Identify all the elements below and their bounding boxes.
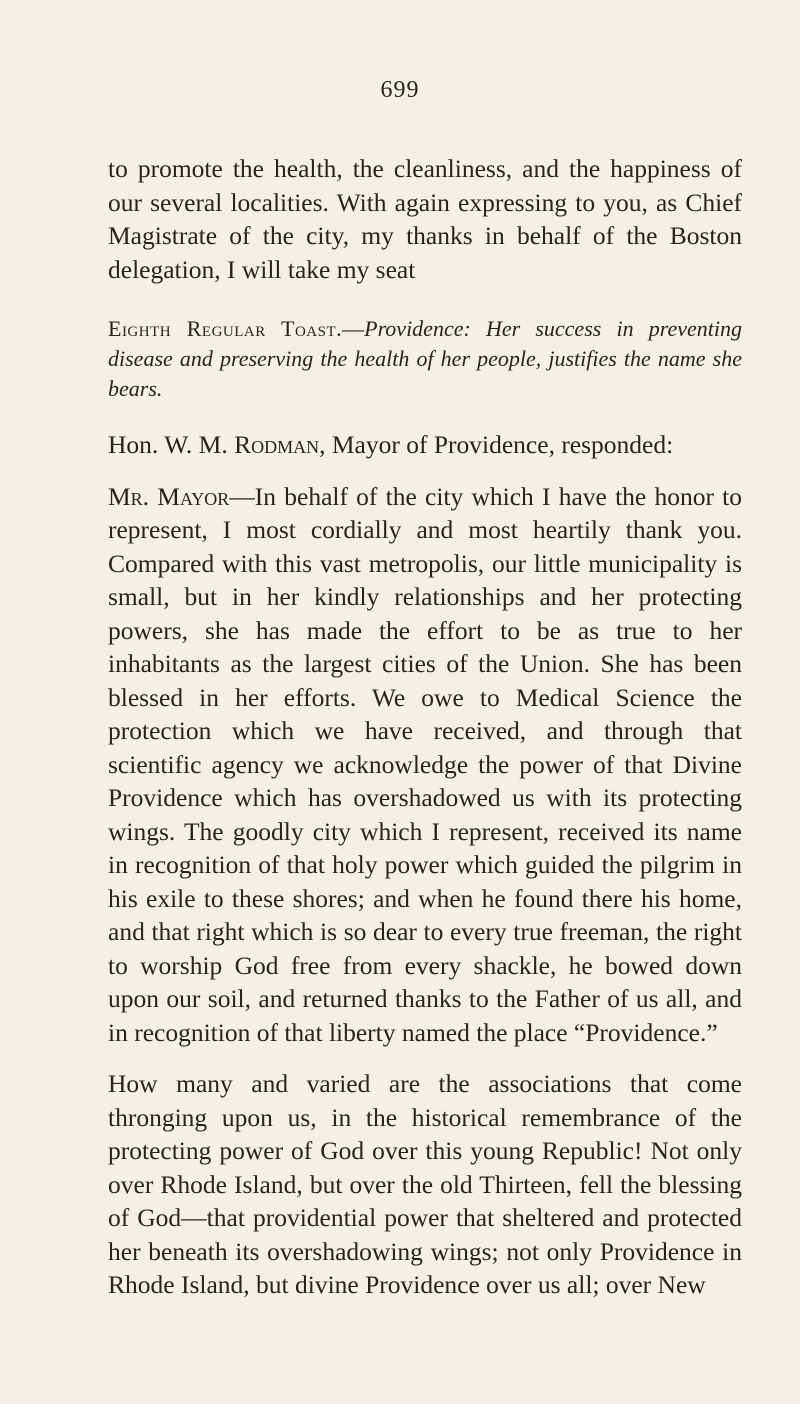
toast-label: Eighth Regular Toast. bbox=[108, 316, 343, 341]
page-number: 699 bbox=[380, 77, 420, 103]
regular-toast bbox=[108, 314, 742, 404]
responder-suffix: , Mayor of Providence, responded: bbox=[319, 430, 674, 459]
body-text bbox=[108, 152, 742, 1320]
speech-paragraph-2: How many and varied are the associations that come thronging upon us, in the historical remembrance of the protecting power of God over this young Republic! Not only over Rhode Island, but over the old Thirteen, fell the blessing of God—that providential power that sheltered and protected her beneath its overshadowing wings; not only Providence in Rhode Island, but divine Providence over us all; over New bbox=[108, 1069, 742, 1299]
responder-prefix: Hon. W. M. bbox=[108, 430, 235, 459]
responder-line bbox=[108, 428, 742, 462]
opening-paragraph: to promote the health, the cleanliness, and the happiness of our several localities. With again expressing to you, as Chief Magistrate of the city, my thanks in behalf of the Boston delegation, I will take my seat bbox=[108, 154, 742, 284]
responder-name: Rodman bbox=[234, 430, 320, 459]
toast-text: Providence: Her success in preventing disease and preserving the health of her people, justifies the name she bears. bbox=[108, 316, 742, 401]
speech-address: Mr. Mayor bbox=[108, 481, 230, 511]
toast-dash: — bbox=[342, 316, 365, 341]
speech-paragraph-1 bbox=[108, 480, 742, 1050]
speech-text-1: —In behalf of the city which I have the honor to represent, I most cordially and most heartily thank you. Compared with this vast metropolis, our little municipality is small, but in her kindly relationships and her protecting powers, she has made the effort to be as true to her inhabitants as the largest cities of the Union. She has been blessed in her efforts. We owe to Medical Science the protection which we have received, and through that scientific agency we acknowledge the power of that Divine Providence which has overshadowed us with its protecting wings. The goodly city which I represent, received its name in recognition of that holy power which guided the pilgrim in his exile to these shores; and when he found there his home, and that right which is so dear to every true freeman, the right to worship God free from every shackle, he bowed down upon our soil, and returned thanks to the Father of us all, and in recognition of that liberty named the place “Providence.” bbox=[108, 481, 742, 1047]
